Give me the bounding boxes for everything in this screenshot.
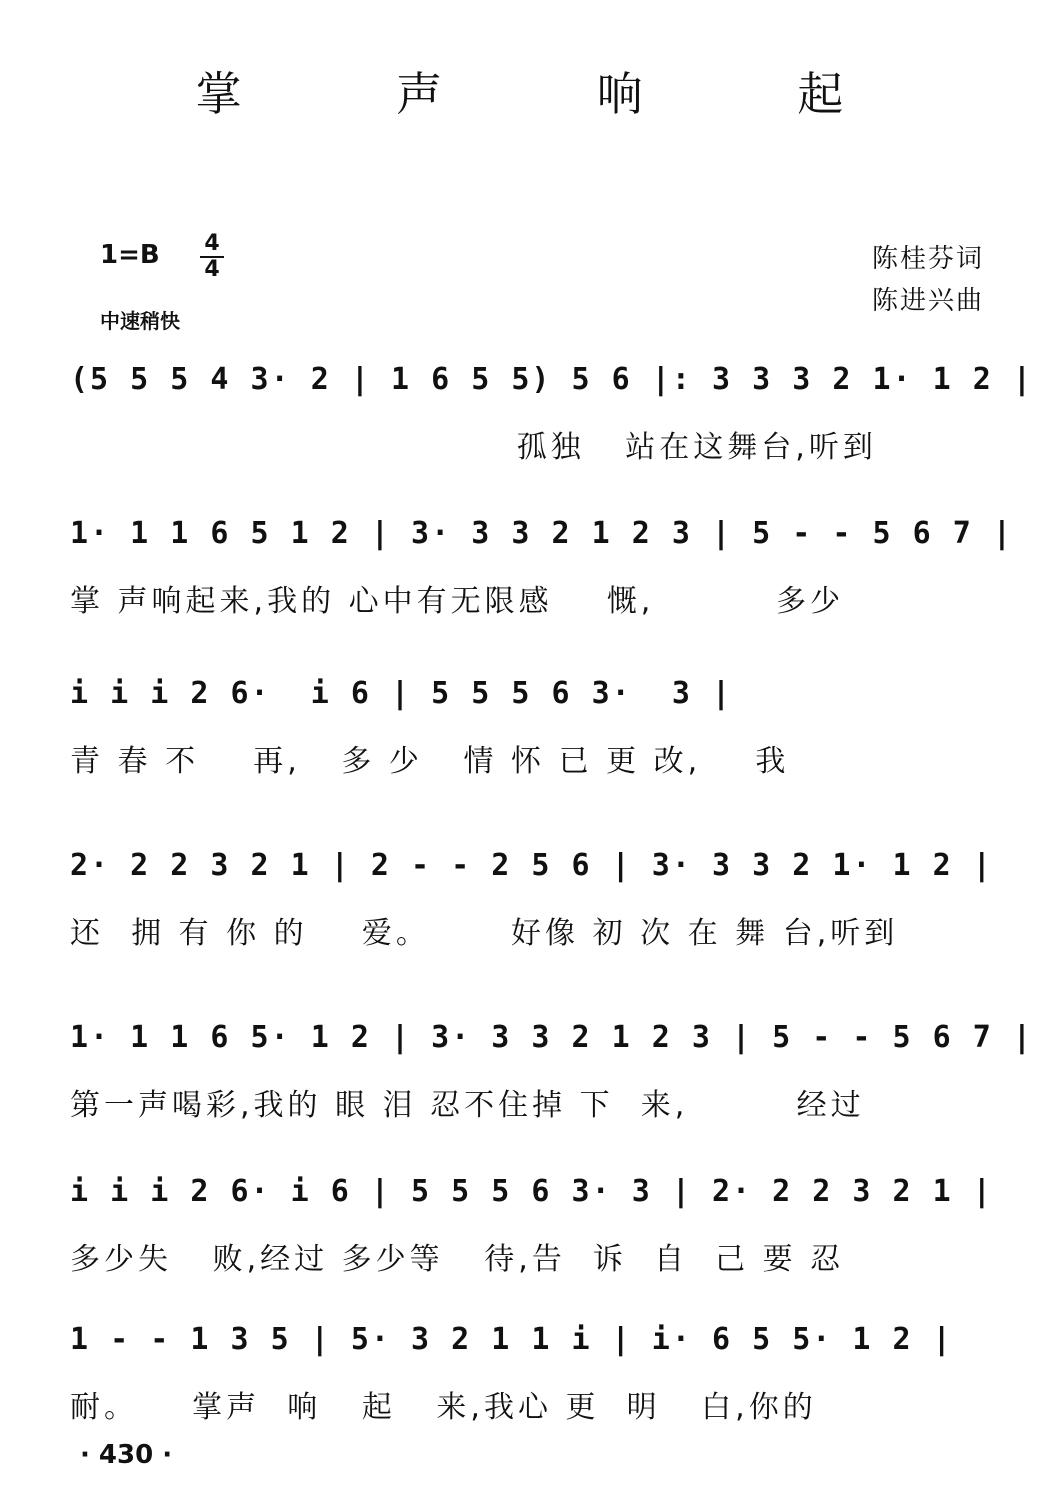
- lyrics-row: 孤独 站在这舞台,听到: [70, 430, 877, 465]
- song-title: 掌 声 响 起: [195, 67, 914, 121]
- notation-row: (5 5 5 4 3· 2 | 1 6 5 5) 5 6 |: 3 3 3 2 1· 1 2 |: [70, 362, 1033, 397]
- lyrics-row: 多少失 败,经过 多少等 待,告 诉 自 己 要 忍: [70, 1242, 845, 1277]
- lyrics-row: 青 春 不 再, 多 少 情 怀 已 更 改, 我: [70, 744, 790, 779]
- key-signature: 1=B: [100, 240, 160, 270]
- notation-row: i i i 2 6· i 6 | 5 5 5 6 3· 3 |: [70, 676, 733, 711]
- lyrics-row: 第一声喝彩,我的 眼 泪 忍不住掉 下 来, 经过: [70, 1088, 865, 1123]
- notation-row: 2· 2 2 3 2 1 | 2 - - 2 5 6 | 3· 3 3 2 1· 1 2 |: [70, 848, 993, 883]
- page-number: · 430 ·: [80, 1440, 173, 1470]
- score-line-2: [70, 516, 1013, 619]
- lyricist-credit: 陈桂芬词: [871, 244, 984, 274]
- notation-row: i i i 2 6· i 6 | 5 5 5 6 3· 3 | 2· 2 2 3 2 1 |: [70, 1174, 993, 1209]
- notation-row: 1· 1 1 6 5 1 2 | 3· 3 3 2 1 2 3 | 5 - - 5 6 7 |: [70, 516, 1013, 551]
- score-line-6: [70, 1174, 993, 1277]
- score-line-5: [70, 1020, 1033, 1123]
- lyrics-row: 还 拥 有 你 的 爱。 好像 初 次 在 舞 台,听到: [70, 916, 899, 951]
- time-signature: [200, 232, 224, 282]
- score-line-1: [70, 362, 1033, 465]
- meter-bottom: 4: [200, 256, 224, 282]
- lyrics-row: 耐。 掌声 响 起 来,我心 更 明 白,你的: [70, 1390, 817, 1425]
- notation-row: 1 - - 1 3 5 | 5· 3 2 1 1 i | i· 6 5 5· 1 2 |: [70, 1322, 953, 1357]
- tempo-marking: 中速稍快: [100, 309, 180, 333]
- score-line-7: [70, 1322, 985, 1425]
- notation-row: 1· 1 1 6 5· 1 2 | 3· 3 3 2 1 2 3 | 5 - - 5 6 7 |: [70, 1020, 1033, 1055]
- score-line-3: [70, 676, 985, 779]
- meter-top: 4: [204, 231, 220, 256]
- lyrics-row: 掌 声响起来,我的 心中有无限感 慨, 多少: [70, 584, 845, 619]
- composer-credit: 陈进兴曲: [871, 286, 984, 316]
- score-line-4: [70, 848, 993, 951]
